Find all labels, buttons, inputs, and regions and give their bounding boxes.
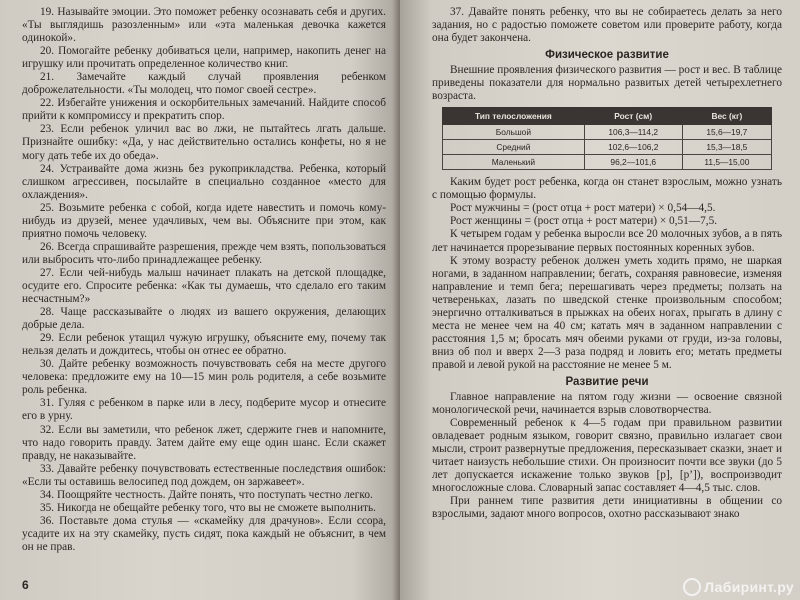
table-cell: 106,3—114,2 — [584, 125, 682, 140]
table-cell: Большой — [443, 125, 585, 140]
table-row — [443, 140, 772, 155]
list-item: 36. Поставьте дома стулья — «скамейку для драчунов». Если ссора, усадите их на эту скамейку, пусть сидят, пока каждый не объяснит, в чем он не прав. — [22, 514, 386, 553]
table-cell: 15,3—18,5 — [682, 140, 771, 155]
table-header-cell: Рост (см) — [584, 108, 682, 125]
list-item: 25. Возьмите ребенка с собой, когда идете навестить и помочь кому-нибудь из друзей, менее удачливых, чем вы. Объясните при этом, как приятно помочь человеку. — [22, 201, 386, 240]
list-item: 34. Поощряйте честность. Дайте понять, что поступать честно легко. — [40, 488, 373, 501]
formula-women: Рост женщины = (рост отца + рост матери) × 0,51—7,5. — [450, 215, 718, 228]
table-row — [443, 125, 772, 140]
list-item: 29. Если ребенок утащил чужую игрушку, объясните ему, почему так нельзя делать и дождитесь, чтобы он отнес ее обратно. — [22, 332, 386, 358]
list-item: 32. Если вы заметили, что ребенок лжет, сдержите гнев и напомните, что надо говорить правду. Затем дайте ему еще один шанс. Если скажет правду, не наказывайте. — [22, 423, 386, 462]
list-item: 27. Если чей-нибудь малыш начинает плакать на детской площадке, осудите его. Спросите ребенка: «Как ты думаешь, что сделало его таким несчастным?» — [22, 266, 386, 306]
list-item: 26. Всегда спрашивайте разрешения, прежде чем взять, попользоваться или выбросить что-либо принадлежащее ребенку. — [22, 240, 386, 266]
list-item: 19. Называйте эмоции. Это поможет ребенку осознавать себя и других. «Ты выглядишь разозленным» или «эта маленькая девочка кажется одинокой». — [22, 6, 386, 45]
labyrinth-logo-icon — [683, 578, 701, 596]
paragraph-speech-2: Современный ребенок к 4—5 годам при правильном развитии овладевает родным языком, говорит связно, правильно излагает свои мысли, строит развернутые предложения, пересказывает сказки, знает и читает наизусть небольшие стихи. Он произносит почти все звуки (до 5 лет допускается искажение только звуков [р], [р’]), воспроизводит многосложные слова. Словарный запас составляет 4—4,5 тыс. слов. — [432, 417, 782, 495]
right-page — [400, 0, 800, 600]
table-row — [443, 155, 772, 170]
growth-table — [442, 107, 772, 170]
formula-men: Рост мужчины = (рост отца + рост матери) × 0,54—4,5. — [450, 202, 716, 215]
table-header-cell: Вес (кг) — [682, 108, 771, 125]
paragraph-speech-1: Главное направление на пятом году жизни — освоение связной монологической речи, начинается взрыв словотворчества. — [432, 390, 782, 417]
list-item: 35. Никогда не обещайте ребенку того, что вы не сможете выполнить. — [40, 501, 376, 514]
list-item: 22. Избегайте унижения и оскорбительных замечаний. Найдите способ прийти к компромиссу и прекратить спор. — [22, 97, 386, 123]
page-number: 6 — [22, 578, 29, 592]
list-item: 20. Помогайте ребенку добиваться цели, например, накопить денег на игрушку или прочитать определенное количество книг. — [22, 45, 386, 71]
table-header-row — [443, 108, 772, 125]
section-heading-speech: Развитие речи — [565, 375, 649, 388]
list-item: 23. Если ребенок уличил вас во лжи, не пытайтесь лгать дальше. Признайте ошибку: «Да, у нас действительно остались конфеты, но я не могу дать тебе их до обеда». — [22, 123, 386, 162]
paragraph-motor: К этому возрасту ребенок должен уметь ходить прямо, не шаркая ногами, в заданном направлении; бегать, сохраняя равновесие, изменяя направление и темп бега; перешагивать через предметы; ползать на четвереньках, лазать по шведской стенке произвольным способом; энергично отталкиваться в прыжках на обеих ногах, прыгать в длину с места не менее чем на 40 см; катать мяч в заданном направлении с расстояния 1,5 м; бросать мяч обеими руками от груди, из-за головы, вниз об пол и вверх 2—3 раза подряд и ловить его; метать предметы правой и левой рукой на расстояние не менее 5 м. — [432, 254, 782, 371]
table-header-cell: Тип телосложения — [443, 108, 585, 125]
table-cell: Маленький — [443, 155, 585, 170]
list-item: 30. Дайте ребенку возможность почувствовать себя на месте другого человека: предложите ему на 10—15 мин роль родителя, а себе возьмите роль ребенка. — [22, 358, 386, 397]
paragraph-intro: Внешние проявления физического развития — рост и вес. В таблице приведены показатели для нормально развитых детей четырехлетнего возраста. — [432, 64, 782, 103]
watermark — [683, 578, 794, 596]
table-cell: 11,5—15,00 — [682, 155, 771, 170]
table-cell: Средний — [443, 140, 585, 155]
section-heading-physical: Физическое развитие — [545, 49, 669, 62]
list-item: 33. Давайте ребенку почувствовать естественные последствия ошибок: «Если ты оставишь велосипед под дождем, он заржавеет». — [22, 462, 386, 488]
paragraph-teeth: К четырем годам у ребенка выросли все 20 молочных зубов, а в пять лет начинается прорезывание первых постоянных коренных зубов. — [432, 228, 782, 254]
list-item: 28. Чаще рассказывайте о людях из вашего окружения, делающих добрые дела. — [22, 306, 386, 332]
list-item: 21. Замечайте каждый случай проявления ребенком доброжелательности. «Ты молодец, что помог своей сестре». — [22, 71, 386, 97]
list-item: 24. Устраивайте дома жизнь без рукоприкладства. Ребенка, который слишком агрессивен, посылайте в специально созданное «место для охлаждения». — [22, 162, 386, 201]
list-item: 37. Давайте понять ребенку, что вы не собираетесь делать за него задания, но с радостью поможете советом или проверите работу, когда она будет закончена. — [432, 6, 782, 45]
table-cell: 15,6—19,7 — [682, 125, 771, 140]
list-item: 31. Гуляя с ребенком в парке или в лесу, подберите мусор и отнесите его в урну. — [22, 397, 386, 423]
table-cell: 96,2—101,6 — [584, 155, 682, 170]
paragraph-speech-3: При раннем типе развития дети инициативны в общении со взрослыми, задают много вопросов, охотно рассказывают знако — [432, 495, 782, 521]
table-cell: 102,6—106,2 — [584, 140, 682, 155]
watermark-text: Лабиринт.ру — [704, 579, 794, 595]
paragraph-formula-intro: Каким будет рост ребенка, когда он станет взрослым, можно узнать с помощью формулы. — [432, 176, 782, 202]
